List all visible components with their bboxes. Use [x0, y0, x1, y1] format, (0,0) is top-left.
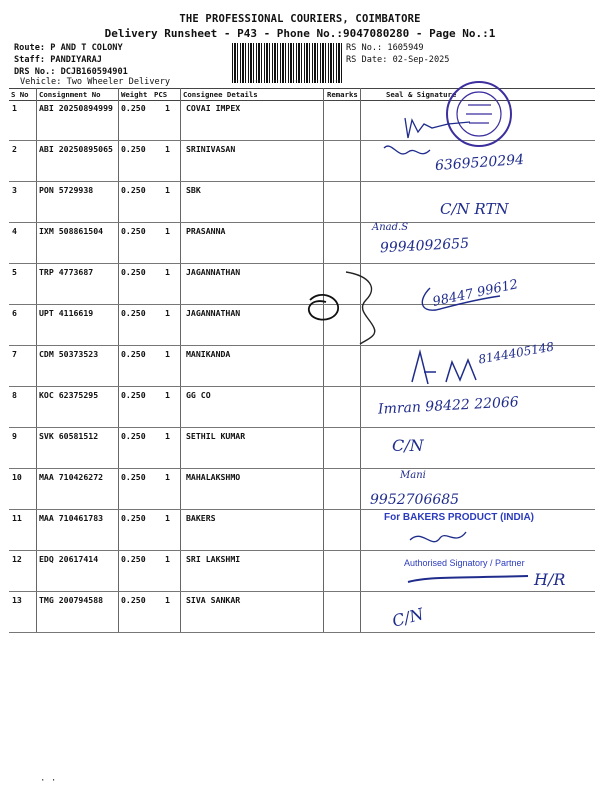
row-consignment: SVK 60581512: [39, 431, 99, 441]
signature-scribble: [410, 532, 466, 542]
rs-number: RS No.: 1605949: [346, 43, 424, 53]
row-pcs: 1: [165, 431, 170, 441]
row-weight: 0.250: [121, 554, 146, 564]
row-consignee: SIVA SANKAR: [186, 595, 241, 605]
row-sno: 6: [12, 308, 17, 318]
row-sno: 2: [12, 144, 17, 154]
row-weight: 0.250: [121, 103, 146, 113]
company-name: THE PROFESSIONAL COURIERS, COIMBATORE: [179, 13, 421, 25]
row-consignee: SRINIVASAN: [186, 144, 236, 154]
row-pcs: 1: [165, 554, 170, 564]
row-sno: 1: [12, 103, 17, 113]
row-consignment: KOC 62375295: [39, 390, 99, 400]
row-consignment: UPT 4116619: [39, 308, 94, 318]
row-pcs: 1: [165, 185, 170, 195]
row-pcs: 1: [165, 513, 170, 523]
row-pcs: 1: [165, 595, 170, 605]
row-consignment: MAA 710426272: [39, 472, 104, 482]
row-consignee: JAGANNATHAN: [186, 308, 241, 318]
vehicle-label: Vehicle: Two Wheeler Delivery: [20, 77, 171, 87]
signature-scribble: [408, 576, 528, 582]
row-consignee: SRI LAKSHMI: [186, 554, 241, 564]
row-weight: 0.250: [121, 513, 146, 523]
row-consignment: ABI 20250895065: [39, 144, 113, 154]
col-pcs: PCS: [154, 90, 168, 99]
row-pcs: 1: [165, 308, 170, 318]
row-sno: 8: [12, 390, 17, 400]
row-weight: 0.250: [121, 267, 146, 277]
company-stamp: For BAKERS PRODUCT (INDIA): [384, 512, 534, 523]
handwritten-phone: 8144405148: [477, 339, 555, 367]
row-pcs: 1: [165, 267, 170, 277]
row-consignee: PRASANNA: [186, 226, 226, 236]
row-weight: 0.250: [121, 144, 146, 154]
row-consignment: TMG 200794588: [39, 595, 104, 605]
signature-scribble: [309, 295, 338, 320]
row-sno: 9: [12, 431, 17, 441]
col-weight: Weight: [121, 90, 148, 99]
row-weight: 0.250: [121, 390, 146, 400]
handwritten-phone: 9994092655: [379, 235, 470, 257]
row-weight: 0.250: [121, 185, 146, 195]
runsheet-title: Delivery Runsheet - P43 - Phone No.:9047080280 - Page No.:1: [104, 27, 496, 40]
row-pcs: 1: [165, 349, 170, 359]
row-consignment: IXM 508861504: [39, 226, 104, 236]
row-consignment: ABI 20250894999: [39, 103, 113, 113]
row-weight: 0.250: [121, 308, 146, 318]
row-consignment: MAA 710461783: [39, 513, 104, 523]
row-sno: 7: [12, 349, 17, 359]
handwritten-note: C/N: [392, 436, 424, 455]
handwritten-name: Anad.S: [372, 222, 409, 233]
handwritten-phone: 6369520294: [434, 151, 525, 175]
company-seal: [447, 82, 511, 146]
row-sno: 12: [12, 554, 22, 564]
handwritten-note: H/R: [534, 570, 566, 589]
scan-speck: · ·: [40, 776, 57, 786]
handwritten-phone: 9952706685: [370, 492, 460, 508]
row-pcs: 1: [165, 472, 170, 482]
row-consignee: MAHALAKSHMO: [186, 472, 241, 482]
row-pcs: 1: [165, 390, 170, 400]
row-consignee: JAGANNATHAN: [186, 267, 241, 277]
row-consignee: SBK: [186, 185, 201, 195]
row-consignment: CDM 50373523: [39, 349, 99, 359]
col-consignment: Consignment No: [39, 90, 101, 99]
signature-scribble: [405, 118, 470, 138]
row-consignment: TRP 4773687: [39, 267, 94, 277]
handwritten-name: Mani: [400, 470, 426, 481]
signature-scribble: [384, 146, 430, 154]
row-sno: 4: [12, 226, 17, 236]
row-pcs: 1: [165, 226, 170, 236]
route-label: Route: P AND T COLONY: [14, 43, 123, 53]
handwritten-phone: 98447 99612: [431, 277, 520, 310]
row-consignee: COVAI IMPEX: [186, 103, 241, 113]
handwritten-note: C/N RTN: [440, 200, 509, 218]
signature-scribble: [412, 352, 476, 384]
row-sno: 3: [12, 185, 17, 195]
row-weight: 0.250: [121, 472, 146, 482]
row-consignment: EDQ 20617414: [39, 554, 99, 564]
row-pcs: 1: [165, 103, 170, 113]
row-sno: 5: [12, 267, 17, 277]
row-consignee: MANIKANDA: [186, 349, 231, 359]
row-weight: 0.250: [121, 431, 146, 441]
row-sno: 13: [12, 595, 22, 605]
row-consignee: BAKERS: [186, 513, 216, 523]
handwritten-phone: Imran 98422 22066: [377, 394, 520, 418]
rs-date: RS Date: 02-Sep-2025: [346, 55, 450, 65]
row-weight: 0.250: [121, 226, 146, 236]
col-remarks: Remarks: [327, 90, 358, 99]
row-sno: 10: [12, 472, 22, 482]
row-consignee: SETHIL KUMAR: [186, 431, 246, 441]
row-weight: 0.250: [121, 349, 146, 359]
staff-label: Staff: PANDIYARAJ: [14, 55, 102, 65]
col-seal: Seal & Signature: [386, 90, 457, 99]
row-sno: 11: [12, 513, 22, 523]
row-weight: 0.250: [121, 595, 146, 605]
handwritten-note: C/N: [390, 604, 426, 631]
row-consignment: PON 5729938: [39, 185, 94, 195]
col-sno: S No: [11, 90, 29, 99]
row-consignee: GG CO: [186, 390, 211, 400]
row-pcs: 1: [165, 144, 170, 154]
col-consignee: Consignee Details: [183, 90, 258, 99]
signatory-stamp: Authorised Signatory / Partner: [404, 558, 525, 568]
drs-number: DRS No.: DCJB160594901: [14, 67, 128, 77]
signature-scribble: [346, 272, 375, 344]
